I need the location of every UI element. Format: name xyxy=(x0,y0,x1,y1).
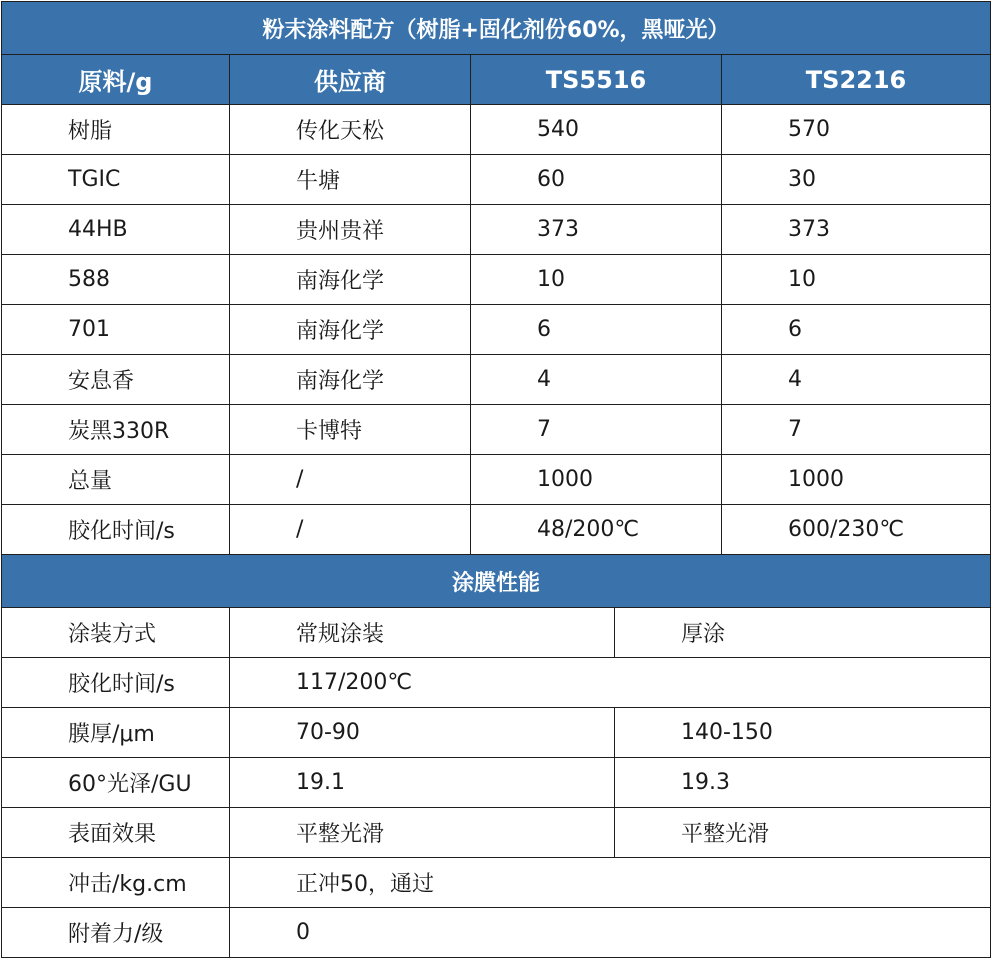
header-material: 原料/g xyxy=(2,55,230,105)
formula-title: 粉末涂料配方（树脂+固化剂份60%，黑哑光） xyxy=(2,2,991,55)
table-row xyxy=(2,758,991,808)
header-ts5516: TS5516 xyxy=(471,55,722,105)
header-supplier: 供应商 xyxy=(230,55,471,105)
table-row xyxy=(2,105,991,155)
property-cell: 附着力/级 xyxy=(2,908,230,958)
supplier-cell: 南海化学 xyxy=(230,255,471,305)
property-cell: 膜厚/μm xyxy=(2,708,230,758)
ts2216-cell: 570 xyxy=(722,105,991,155)
thick-coating-value: 平整光滑 xyxy=(615,808,991,858)
ts2216-cell: 30 xyxy=(722,155,991,205)
thick-coating-value: 19.3 xyxy=(615,758,991,808)
supplier-cell: 卡博特 xyxy=(230,405,471,455)
property-cell: 表面效果 xyxy=(2,808,230,858)
powder-coating-formula-table xyxy=(1,1,991,958)
header-ts2216: TS2216 xyxy=(722,55,991,105)
ts2216-cell: 4 xyxy=(722,355,991,405)
ts5516-cell: 540 xyxy=(471,105,722,155)
property-cell: 胶化时间/s xyxy=(2,658,230,708)
material-cell: 总量 xyxy=(2,455,230,505)
table-row xyxy=(2,455,991,505)
thick-coating-value: 厚涂 xyxy=(615,608,991,658)
ts5516-cell: 373 xyxy=(471,205,722,255)
table-row xyxy=(2,608,991,658)
material-cell: 胶化时间/s xyxy=(2,505,230,555)
material-cell: 44HB xyxy=(2,205,230,255)
table-row xyxy=(2,355,991,405)
supplier-cell: 传化天松 xyxy=(230,105,471,155)
material-cell: 安息香 xyxy=(2,355,230,405)
ts5516-cell: 1000 xyxy=(471,455,722,505)
ts2216-cell: 10 xyxy=(722,255,991,305)
table-row xyxy=(2,505,991,555)
material-cell: TGIC xyxy=(2,155,230,205)
supplier-cell: / xyxy=(230,455,471,505)
supplier-cell: 牛塘 xyxy=(230,155,471,205)
ts2216-cell: 373 xyxy=(722,205,991,255)
ts5516-cell: 48/200℃ xyxy=(471,505,722,555)
table-row xyxy=(2,908,991,958)
table-row xyxy=(2,658,991,708)
supplier-cell: 贵州贵祥 xyxy=(230,205,471,255)
thick-coating-value: 140-150 xyxy=(615,708,991,758)
supplier-cell: 南海化学 xyxy=(230,305,471,355)
supplier-cell: 南海化学 xyxy=(230,355,471,405)
material-cell: 588 xyxy=(2,255,230,305)
ts2216-cell: 600/230℃ xyxy=(722,505,991,555)
property-cell: 涂装方式 xyxy=(2,608,230,658)
normal-coating-value: 19.1 xyxy=(230,758,615,808)
ts5516-cell: 10 xyxy=(471,255,722,305)
performance-title: 涂膜性能 xyxy=(2,555,991,608)
performance-title-row xyxy=(2,555,991,608)
table-row xyxy=(2,255,991,305)
ts2216-cell: 1000 xyxy=(722,455,991,505)
header-row xyxy=(2,55,991,105)
property-cell: 60°光泽/GU xyxy=(2,758,230,808)
table-row xyxy=(2,405,991,455)
table-row xyxy=(2,305,991,355)
table-row xyxy=(2,155,991,205)
material-cell: 树脂 xyxy=(2,105,230,155)
material-cell: 701 xyxy=(2,305,230,355)
shared-value-cell: 117/200℃ xyxy=(230,658,991,708)
shared-value-cell: 0 xyxy=(230,908,991,958)
shared-value-cell: 正冲50，通过 xyxy=(230,858,991,908)
material-cell: 炭黑330R xyxy=(2,405,230,455)
supplier-cell: / xyxy=(230,505,471,555)
ts5516-cell: 7 xyxy=(471,405,722,455)
table-row xyxy=(2,205,991,255)
formula-title-row xyxy=(2,2,991,55)
normal-coating-value: 70-90 xyxy=(230,708,615,758)
ts5516-cell: 4 xyxy=(471,355,722,405)
ts5516-cell: 60 xyxy=(471,155,722,205)
ts5516-cell: 6 xyxy=(471,305,722,355)
table-row xyxy=(2,858,991,908)
normal-coating-value: 常规涂装 xyxy=(230,608,615,658)
property-cell: 冲击/kg.cm xyxy=(2,858,230,908)
normal-coating-value: 平整光滑 xyxy=(230,808,615,858)
ts2216-cell: 7 xyxy=(722,405,991,455)
table-row xyxy=(2,708,991,758)
table-row xyxy=(2,808,991,858)
ts2216-cell: 6 xyxy=(722,305,991,355)
